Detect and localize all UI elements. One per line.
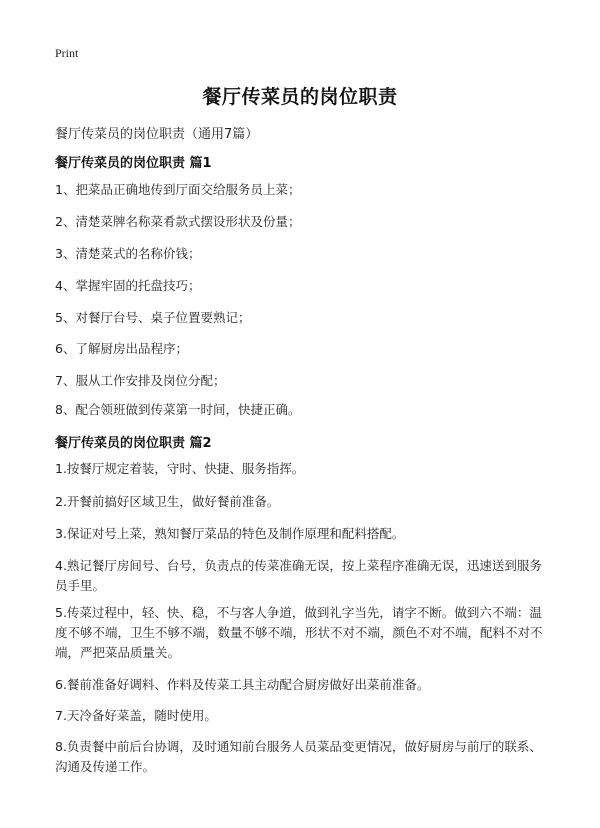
list-item: 3.保证对号上菜，熟知餐厅菜品的特色及制作原理和配料搭配。 xyxy=(55,526,405,541)
list-item: 5、对餐厅台号、桌子位置要熟记； xyxy=(55,310,251,325)
print-label: Print xyxy=(55,46,79,60)
list-item: 3、清楚菜式的名称价钱； xyxy=(55,246,201,261)
list-item: 4、掌握牢固的托盘技巧； xyxy=(55,278,201,293)
list-item: 5.传菜过程中，轻、快、稳，不与客人争道，做到礼字当先，请字不断。做到六不端：温度不够不端，卫生不够不端，数量不够不端，形状不对不端，颜色不对不端，配料不对不端，严把菜品质量关。 xyxy=(55,605,543,660)
list-item: 7.天冷备好菜盖，随时使用。 xyxy=(55,708,217,723)
list-item: 6、了解厨房出品程序； xyxy=(55,341,188,356)
list-item: 7、服从工作安排及岗位分配； xyxy=(55,373,226,388)
list-item: 1、把菜品正确地传到厅面交给服务员上菜； xyxy=(55,182,301,197)
list-item: 2、清楚菜牌名称菜肴款式摆设形状及份量； xyxy=(55,214,301,229)
list-item: 2.开餐前搞好区域卫生，做好餐前准备。 xyxy=(55,494,280,509)
list-item: 8.负责餐中前后台协调，及时通知前台服务人员菜品变更情况，做好厨房与前厅的联系、沟通及传递工作。 xyxy=(55,739,542,774)
section-heading-2: 餐厅传菜员的岗位职责 篇2 xyxy=(55,436,212,451)
document-title: 餐厅传菜员的岗位职责 xyxy=(202,86,398,108)
list-item: 6.餐前准备好调料、作料及传菜工具主动配合厨房做好出菜前准备。 xyxy=(55,677,430,692)
list-item: 1.按餐厅规定着装，守时、快捷、服务指挥。 xyxy=(55,461,305,476)
document-subtitle: 餐厅传菜员的岗位职责（通用7篇） xyxy=(55,127,259,142)
list-item: 4.熟记餐厅房间号、台号，负责点的传菜准确无误，按上菜程序准确无误，迅速送到服务员手里。 xyxy=(55,558,542,593)
list-item: 8、配合领班做到传菜第一时间，快捷正确。 xyxy=(55,402,301,417)
section-heading-1: 餐厅传菜员的岗位职责 篇1 xyxy=(55,156,212,171)
